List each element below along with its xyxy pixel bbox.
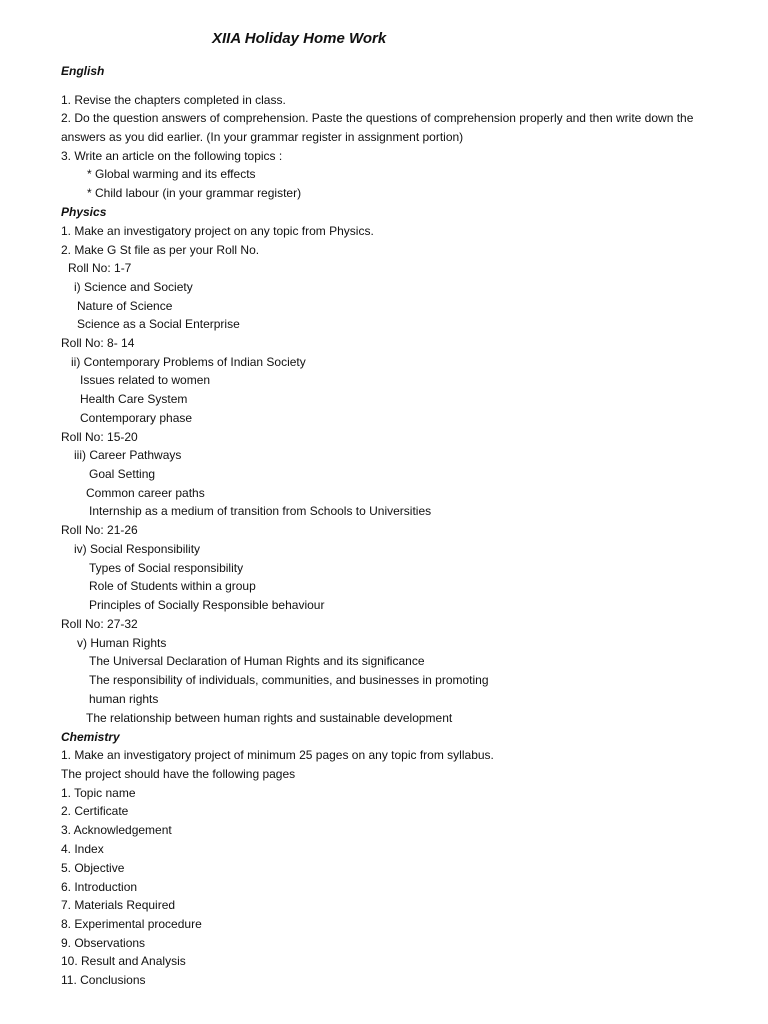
chemistry-list-item: 4. Index [61,842,104,856]
physics-subtopic: human rights [89,692,159,706]
physics-subtopic: The relationship between human rights and sustainable development [86,711,453,725]
physics-subtopic: Issues related to women [80,373,211,387]
physics-line: 2. Make G St file as per your Roll No. [61,243,260,257]
chemistry-list-item: 8. Experimental procedure [61,917,202,931]
physics-subtopic: Science as a Social Enterprise [77,317,240,331]
chemistry-list-item: 9. Observations [61,936,146,950]
chemistry-line: 1. Make an investigatory project of minimum 25 pages on any topic from syllabus. [61,748,494,762]
physics-topic: ii) Contemporary Problems of Indian Society [71,355,306,369]
chemistry-list-item: 1. Topic name [61,786,136,800]
english-subitem: * Global warming and its effects [87,167,256,181]
english-item: 3. Write an article on the following topics : [61,149,283,163]
chemistry-list-item: 11. Conclusions [61,973,146,987]
physics-line: 1. Make an investigatory project on any topic from Physics. [61,224,374,238]
chemistry-list-item: 5. Objective [61,861,125,875]
chemistry-heading: Chemistry [61,730,120,744]
physics-subtopic: The Universal Declaration of Human Rights and its significance [89,654,425,668]
physics-subtopic: Common career paths [86,486,205,500]
english-subitem: * Child labour (in your grammar register) [87,186,302,200]
physics-roll-range: Roll No: 15-20 [61,430,138,444]
physics-roll-range: Roll No: 21-26 [61,523,138,537]
english-item: 1. Revise the chapters completed in class. [61,93,286,107]
chemistry-list-item: 7. Materials Required [61,898,176,912]
physics-roll-range: Roll No: 1-7 [68,261,132,275]
physics-heading: Physics [61,205,107,219]
physics-roll-range: Roll No: 8- 14 [61,336,135,350]
physics-topic: iii) Career Pathways [74,448,182,462]
physics-roll-range: Roll No: 27-32 [61,617,138,631]
physics-subtopic: Health Care System [80,392,188,406]
page-title: XIIA Holiday Home Work [212,30,387,47]
chemistry-list-item: 2. Certificate [61,804,129,818]
physics-topic: i) Science and Society [74,280,193,294]
chemistry-list-item: 3. Acknowledgement [61,823,172,837]
physics-subtopic: Role of Students within a group [89,579,256,593]
english-item: 2. Do the question answers of comprehension. Paste the questions of comprehension properly and then write down the answers as you did earlier. (In your grammar register in assignment portion) [61,111,694,144]
physics-subtopic: Internship as a medium of transition from Schools to Universities [89,504,432,518]
physics-subtopic: Goal Setting [89,467,156,481]
physics-topic: v) Human Rights [77,636,167,650]
english-heading: English [61,64,105,78]
chemistry-list-item: 6. Introduction [61,880,138,894]
physics-subtopic: Types of Social responsibility [89,561,244,575]
physics-subtopic: The responsibility of individuals, communities, and businesses in promoting [89,673,489,687]
physics-topic: iv) Social Responsibility [74,542,201,556]
physics-subtopic: Nature of Science [77,299,173,313]
chemistry-list-item: 10. Result and Analysis [61,954,186,968]
chemistry-line: The project should have the following pages [61,767,296,781]
physics-subtopic: Principles of Socially Responsible behaviour [89,598,325,612]
physics-subtopic: Contemporary phase [80,411,193,425]
